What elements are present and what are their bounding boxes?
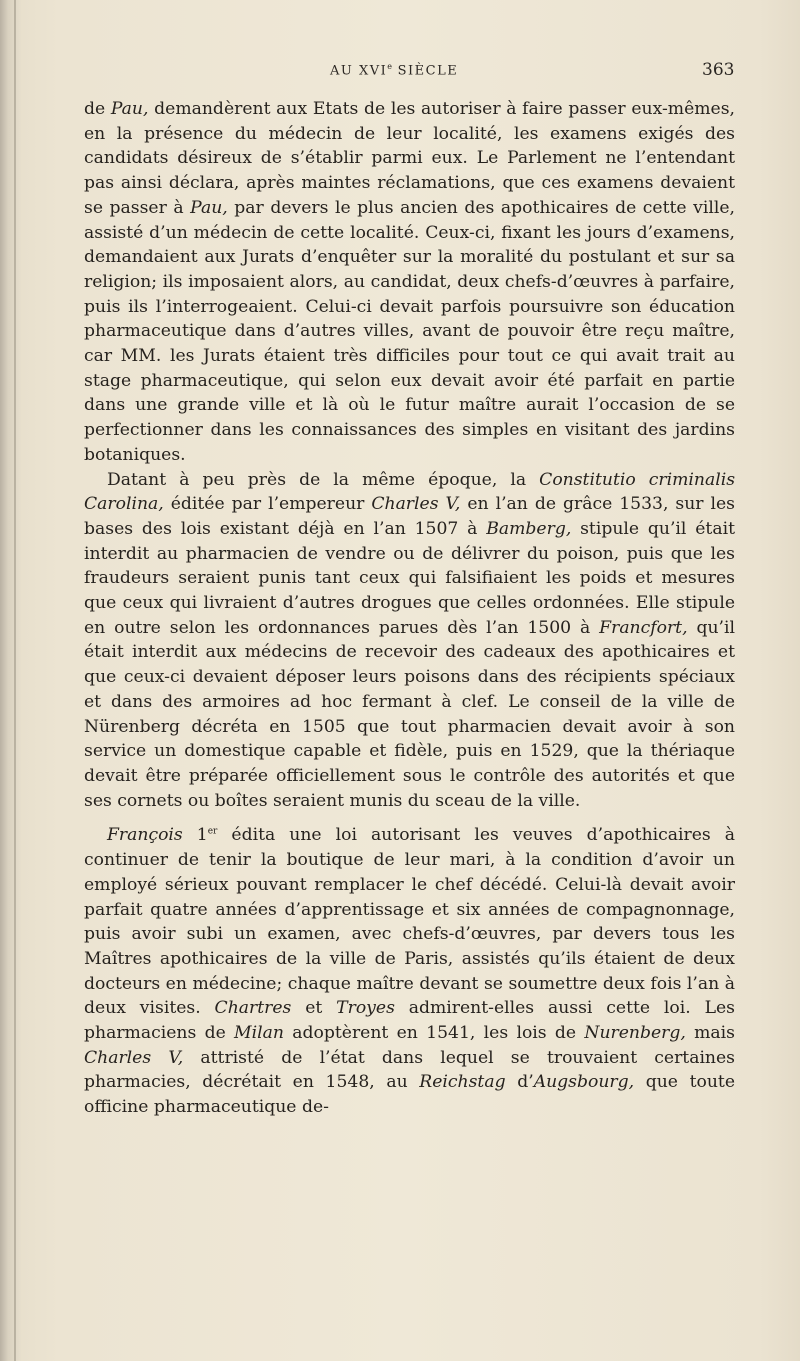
text-run: en l’an de grâce 1533, sur les bases des lois existant déjà en l’an 1507 à <box>84 494 735 539</box>
text-run: mais <box>685 1023 735 1044</box>
italic-text: Augsbourg, <box>533 1072 635 1093</box>
text-run: de <box>84 99 111 119</box>
text-run: stipule qu’il était interdit au pharmacien de vendre ou de délivrer du poison, puis que les fraudeurs seraient punis tant ceux qui falsifiaient les poids et mesures que ceux qui livraient d’autres drogues que celles ordonnées. Elle stipule en outre selon les ordonnances parues dès l’an 1500 à <box>84 518 735 638</box>
paragraph <box>84 468 735 814</box>
page-header <box>0 58 800 84</box>
italic-text: Troyes <box>336 998 395 1019</box>
italic-text: Bamberg, <box>486 518 572 539</box>
text-run: qu’il était interdit aux médecins de recevoir des cadeaux des apothicaires et que ceux-ci devaient déposer leurs poisons dans des récipients spéciaux et dans des armoires ad hoc fermant à clef. Le conseil de la ville de Nürenberg décréta en 1505 que tout pharmacien devait avoir à son service un domestique capable et fidèle, puis en 1529, que la thériaque devait être préparée officiellement sous le contrôle des autorités et que ses cornets ou boîtes seraient munis du sceau de la ville. <box>84 617 735 811</box>
running-head-suffix: SIÈCLE <box>392 63 459 79</box>
paragraph <box>84 823 735 1119</box>
italic-text: Charles V, <box>371 494 461 515</box>
italic-text: Milan <box>234 1023 284 1044</box>
text-run: demandèrent aux Etats de les autoriser à faire passer eux-mêmes, en la présence du médecin de leur localité, les examens exigés des candidats désireux de s’établir parmi eux. Le Parlement ne l’entendant pas ainsi déclara, après maintes réclamations, que ces examens devaient se passer à <box>84 99 736 218</box>
text-run: d’ <box>505 1072 534 1093</box>
binding-gutter <box>14 0 16 1361</box>
text-run: Datant à peu près de la même époque, la <box>107 469 540 490</box>
italic-text: Charles V, <box>84 1047 184 1068</box>
running-head <box>330 62 458 78</box>
text-run: attristé de l’état dans lequel se trouvaient certaines pharmacies, décrétait en 1548, au <box>84 1047 735 1093</box>
text-run: 1 <box>182 825 208 846</box>
running-head-superscript: e <box>387 62 392 71</box>
italic-text: Constitutio criminalis Carolina, <box>84 469 736 515</box>
italic-text: Chartres <box>214 998 292 1019</box>
superscript-text: er <box>207 826 218 837</box>
italic-text: Reichstag <box>419 1072 506 1093</box>
body-text <box>84 97 735 1120</box>
text-run: édita une loi autorisant les veuves d’apothicaires à continuer de tenir la boutique de leur mari, à la condition d’avoir un employé sérieux pouvant remplacer le chef décédé. Celui-là devait avoir parfait quatre années d’apprentissage et six années de compagnonnage, puis avoir subi un examen, avec chefs-d’œuvres, par devers tous les Maîtres apothicaires de la ville de Paris, assistés qu’ils étaient de deux docteurs en médecine; chaque maître devant se soumettre deux fois l’an à deux visites. <box>84 825 736 1019</box>
page-number: 363 <box>702 60 735 80</box>
text-run: éditée par l’empereur <box>163 494 372 515</box>
italic-text: Francfort, <box>599 617 688 638</box>
italic-text: Pau, <box>110 99 149 119</box>
text-run: et <box>291 998 337 1019</box>
text-run: admirent-elles aussi cette loi. Les pharmaciens de <box>84 998 735 1044</box>
italic-text: François <box>107 825 183 846</box>
running-head-text: AU XVI <box>330 63 388 79</box>
italic-text: Nurenberg, <box>584 1023 686 1044</box>
italic-text: Pau, <box>190 197 228 218</box>
text-run: par devers le plus ancien des apothicaires de cette ville, assisté d’un médecin de cette localité. Ceux-ci, fixant les jours d’examens, demandaient aux Jurats d’enquêter sur la moralité du postulant et sur sa religion; ils imposaient alors, au candidat, deux chefs-d’œuvres à parfaire, puis ils l’interrogeaient. Celui-ci devait parfois poursuivre son éducation pharmaceutique dans d’autres villes, avant de pouvoir être reçu maître, car MM. les Jurats étaient très difficiles pour tout ce qui avait trait au stage pharmaceutique, qui selon eux devait avoir été parfait en partie dans une grande ville et là où le futur maître aurait l’occasion de se perfectionner dans les connaissances des simples en visitant des jardins botaniques. <box>84 197 735 465</box>
paragraph <box>84 97 735 468</box>
text-run: que toute officine pharmaceutique de- <box>84 1072 735 1118</box>
text-run: adoptèrent en 1541, les lois de <box>283 1023 585 1044</box>
